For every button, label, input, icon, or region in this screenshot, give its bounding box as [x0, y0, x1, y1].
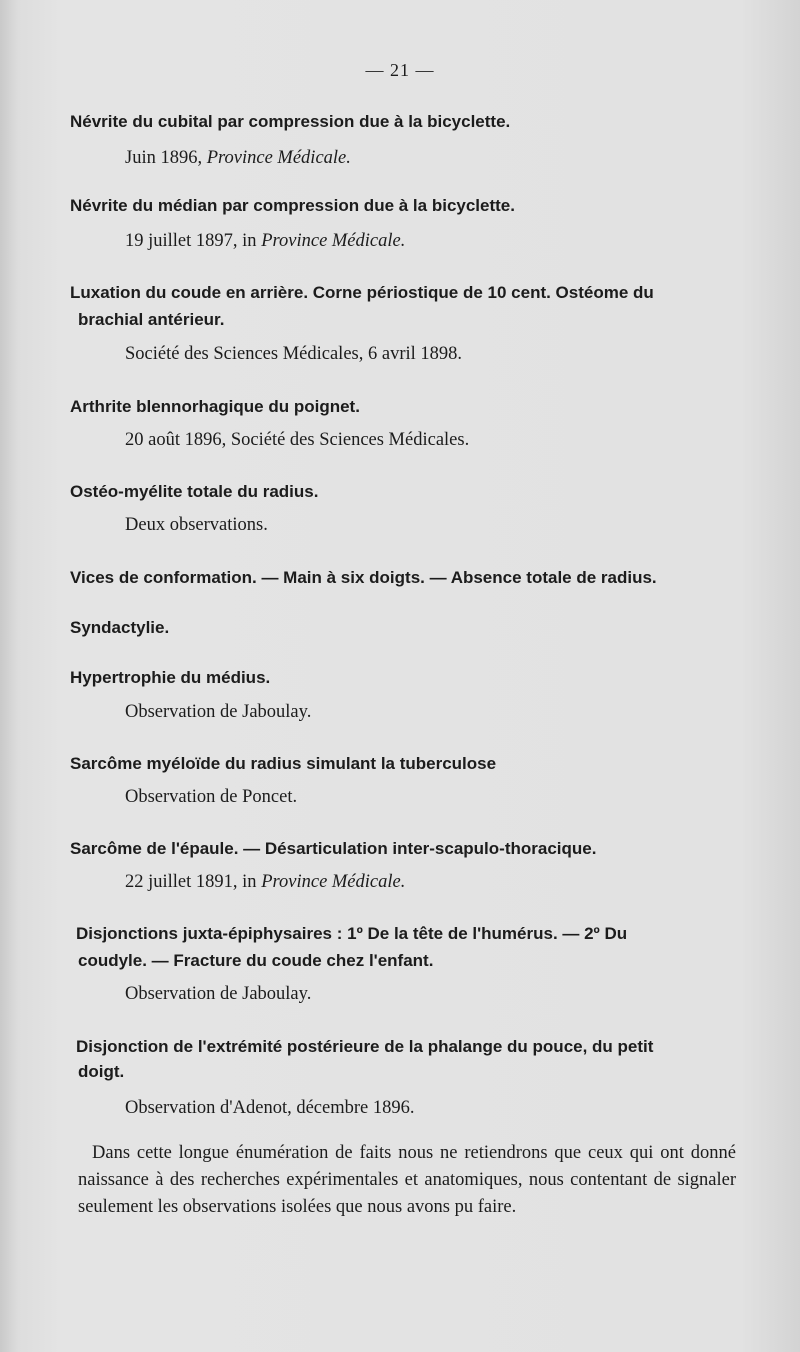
journal-name: Province Médicale. — [261, 231, 406, 251]
entry-title: Disjonction de l'extrémité postérieure de la phalange du pouce, du petit — [76, 1037, 654, 1056]
entry-reference: Observation d'Adenot, décembre 1896. — [125, 1098, 415, 1118]
entry-reference: 19 juillet 1897, in Province Médicale. — [125, 231, 406, 251]
entry-reference: Observation de Jaboulay. — [125, 984, 312, 1004]
entry-title: Luxation du coude en arrière. Corne périostique de 10 cent. Ostéome du — [70, 283, 654, 302]
entry-title: Sarcôme myéloïde du radius simulant la tuberculose — [70, 754, 497, 773]
entry-title: Névrite du médian par compression due à la bicyclette. — [70, 196, 515, 215]
page-number: — 21 — — [365, 60, 435, 80]
entry-title: Arthrite blennorhagique du poignet. — [70, 397, 360, 416]
entry-title: Disjonctions juxta-épiphysaires : 1º De la tête de l'humérus. — 2º Du — [76, 924, 628, 943]
entry-title-continuation: doigt. — [78, 1062, 125, 1081]
journal-name: Province Médicale. — [261, 872, 406, 892]
entry-reference: Observation de Jaboulay. — [125, 702, 312, 722]
entry-reference: Deux observations. — [125, 515, 268, 535]
entry-reference: 20 août 1896, Société des Sciences Médicales. — [125, 430, 470, 450]
entry-title: Syndactylie. — [70, 618, 170, 637]
entry-title: Vices de conformation. — Main à six doigts. — Absence totale de radius. — [70, 568, 657, 587]
journal-name: Province Médicale. — [206, 148, 351, 168]
entry-reference: Juin 1896, Province Médicale. — [125, 148, 351, 168]
closing-paragraph: Dans cette longue énumération de faits nous ne retiendrons que ceux qui ont donné naissance à des recherches expérimentales et anatomiques, nous contentant de signaler seulement les observations isolées que nous avons pu faire. — [78, 1143, 736, 1217]
entry-title: Ostéo-myélite totale du radius. — [70, 482, 319, 501]
entry-title: Hypertrophie du médius. — [70, 668, 271, 687]
entry-title-continuation: coudyle. — Fracture du coude chez l'enfant. — [78, 951, 434, 970]
entry-reference: 22 juillet 1891, in Province Médicale. — [125, 872, 406, 892]
entry-title: Névrite du cubital par compression due à la bicyclette. — [70, 112, 511, 131]
entry-reference: Observation de Poncet. — [125, 787, 298, 807]
entry-title-continuation: brachial antérieur. — [78, 310, 225, 329]
entry-reference: Société des Sciences Médicales, 6 avril 1898. — [125, 344, 463, 364]
entry-title: Sarcôme de l'épaule. — Désarticulation inter-scapulo-thoracique. — [70, 839, 597, 858]
